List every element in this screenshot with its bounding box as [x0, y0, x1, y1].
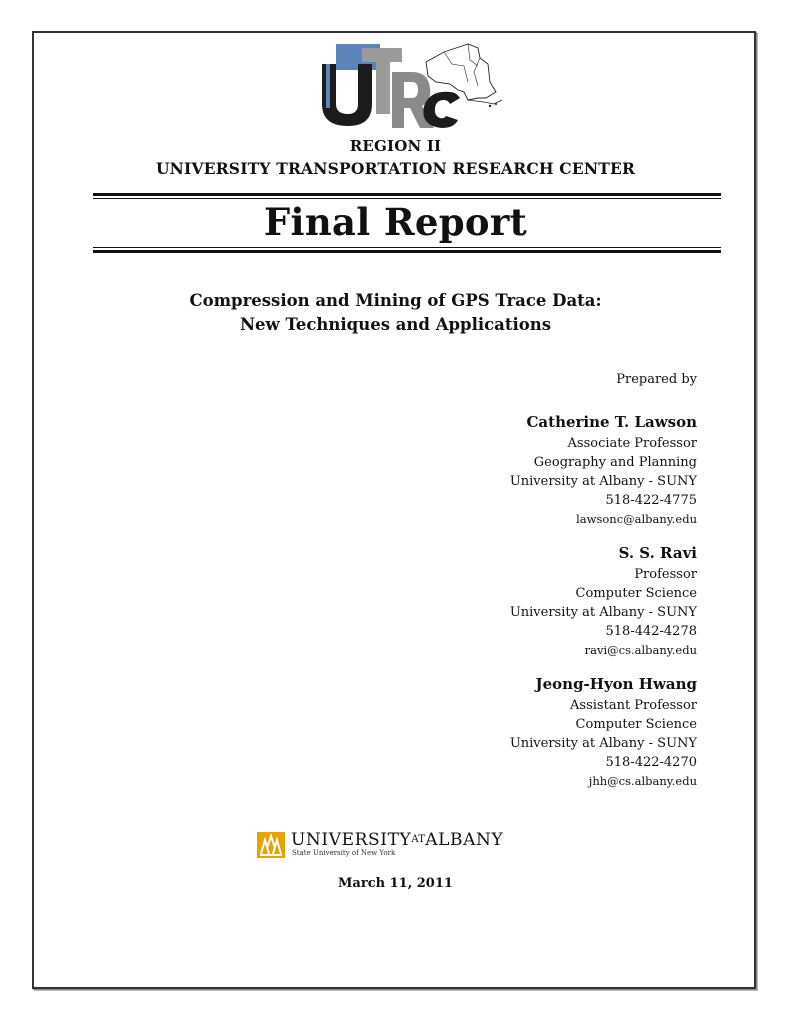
author-phone: 518-442-4278: [605, 624, 697, 639]
author-name: Catherine T. Lawson: [526, 413, 697, 431]
author-institution: University at Albany - SUNY: [509, 605, 697, 620]
author-email: lawsonc@albany.edu: [576, 512, 697, 526]
subtitle-line-2: New Techniques and Applications: [239, 315, 552, 334]
wordmark-university: UNIVERSITY: [291, 830, 412, 850]
bottom-rule-thin: [93, 247, 721, 248]
author-block-3: [397, 674, 697, 791]
report-subtitle: [0, 289, 791, 337]
region-label: REGION II: [349, 137, 442, 155]
author-title: Professor: [634, 567, 697, 582]
author-title: Assistant Professor: [570, 698, 697, 713]
center-name: UNIVERSITY TRANSPORTATION RESEARCH CENTER: [155, 159, 636, 178]
author-name: S. S. Ravi: [618, 544, 697, 562]
subtitle-line-1: Compression and Mining of GPS Trace Data:: [189, 291, 602, 310]
wordmark-at: AT: [411, 834, 426, 845]
prepared-by-label: Prepared by: [616, 372, 697, 387]
university-at-albany-logo: [257, 830, 547, 860]
report-title: Final Report: [263, 200, 528, 244]
university-tagline: State University of New York: [292, 849, 396, 857]
author-department: Geography and Planning: [533, 455, 697, 470]
top-rule-thick: [93, 193, 721, 196]
author-department: Computer Science: [575, 717, 697, 732]
utrc-logo: [318, 42, 504, 130]
author-title: Associate Professor: [567, 436, 697, 451]
author-institution: University at Albany - SUNY: [509, 736, 697, 751]
report-date: March 11, 2011: [338, 876, 453, 891]
bottom-rule-thick: [93, 250, 721, 253]
wordmark-albany: ALBANY: [425, 830, 504, 850]
top-rule-thin: [93, 198, 721, 199]
author-email: ravi@cs.albany.edu: [584, 643, 697, 657]
author-phone: 518-422-4270: [605, 755, 697, 770]
author-email: jhh@cs.albany.edu: [588, 774, 697, 788]
author-block-2: [397, 543, 697, 660]
author-department: Computer Science: [575, 586, 697, 601]
university-wordmark: [291, 830, 503, 850]
albany-emblem-icon: [257, 832, 285, 858]
author-phone: 518-422-4775: [605, 493, 697, 508]
author-institution: University at Albany - SUNY: [509, 474, 697, 489]
author-block-1: [397, 412, 697, 529]
author-name: Jeong-Hyon Hwang: [535, 675, 697, 693]
